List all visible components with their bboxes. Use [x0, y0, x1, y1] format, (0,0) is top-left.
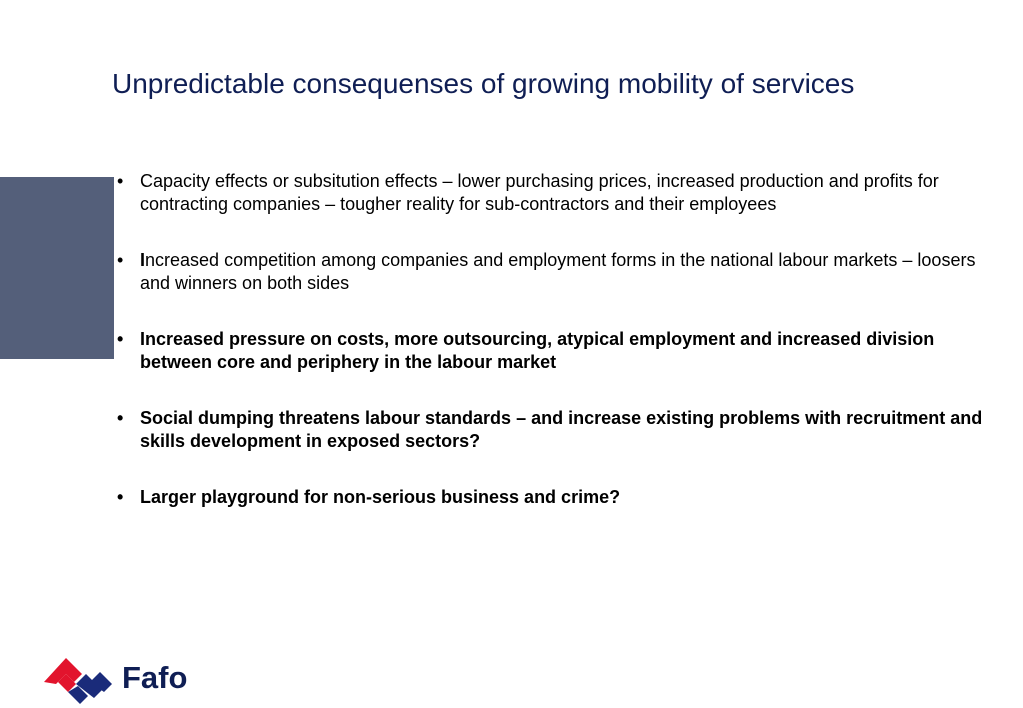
- bullet-text: ncreased competition among companies and employment forms in the national labour markets – loosers and winners on both sides: [140, 250, 976, 293]
- fafo-logo-icon: [42, 652, 118, 706]
- bullet-item-3: [116, 328, 996, 374]
- bullet-item-2: [116, 249, 996, 295]
- bullet-dot: •: [117, 329, 124, 349]
- bullet-first-letter: I: [140, 250, 146, 270]
- bullet-text: Capacity effects or subsitution effects – lower purchasing prices, increased production and profits for contracting companies – tougher reality for sub-contractors and their employees: [140, 171, 939, 214]
- bullet-list: [116, 170, 996, 542]
- decorative-side-block: [0, 177, 114, 359]
- bullet-item-4: [116, 407, 996, 453]
- fafo-logo: [42, 652, 212, 706]
- bullet-dot: •: [117, 408, 124, 428]
- bullet-item-5: [116, 486, 996, 509]
- bullet-dot: •: [117, 171, 124, 191]
- bullet-text: Increased pressure on costs, more outsourcing, atypical employment and increased division between core and periphery in the labour market: [140, 329, 935, 372]
- bullet-text: Larger playground for non-serious business and crime?: [140, 487, 621, 507]
- bullet-text: Social dumping threatens labour standards – and increase existing problems with recruitment and skills development in exposed sectors?: [140, 408, 983, 451]
- slide-title: Unpredictable consequenses of growing mobility of services: [112, 68, 855, 99]
- bullet-item-1: [116, 170, 996, 216]
- bullet-dot: •: [117, 250, 124, 270]
- fafo-logo-text: Fafo: [122, 660, 188, 695]
- bullet-dot: •: [117, 487, 124, 507]
